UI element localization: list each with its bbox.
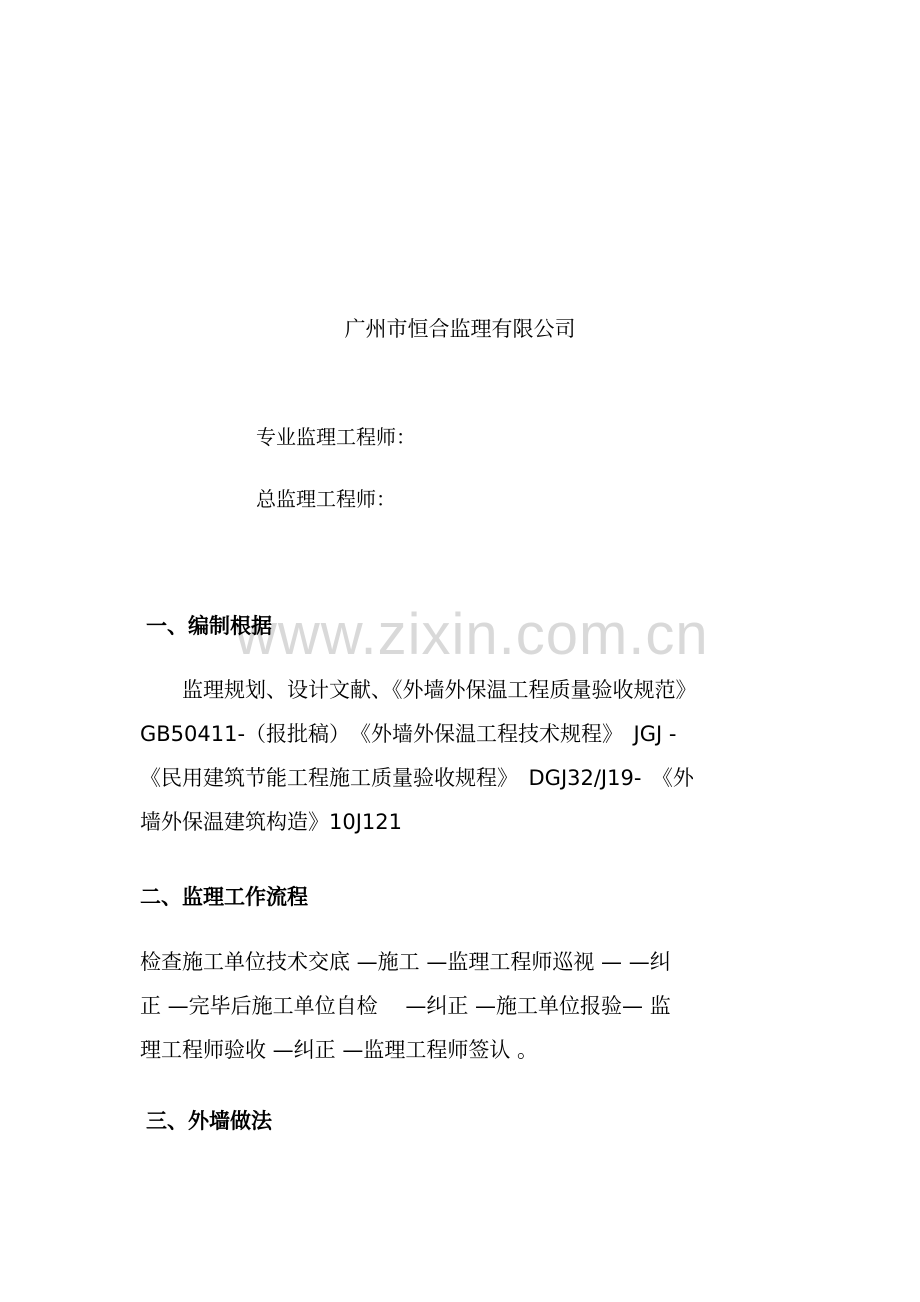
body-line: 《民用建筑节能工程施工质量验收规程》 DGJ32/J19- 《外 [140,766,694,790]
chief-engineer-signature-label: 总监理工程师： [256,487,396,511]
body-line: 检查施工单位技术交底 —施工 —监理工程师巡视 — —纠 [140,950,671,974]
section-heading-basis: 一、编制根据 [146,614,272,638]
section-body-workflow [140,940,790,1072]
section-heading-workflow: 二、监理工作流程 [140,885,308,909]
body-line: 正 —完毕后施工单位自检 —纠正 —施工单位报验— 监 [140,994,671,1018]
watermark: www.zixin.com.cn [235,602,709,667]
body-line: 监理规划、设计文献、《外墙外保温工程质量验收规范》 [140,678,697,702]
body-line: 墙外保温建筑构造》10J121 [140,810,402,834]
section-body-basis [140,668,790,844]
body-line: 理工程师验收 —纠正 —监理工程师签认 。 [140,1038,539,1062]
body-line: GB50411-（报批稿） 《外墙外保温工程技术规程》 JGJ - [140,722,677,746]
specialist-engineer-signature-label: 专业监理工程师： [256,425,416,449]
section-heading-exterior-wall: 三、外墙做法 [146,1109,272,1133]
company-name: 广州市恒合监理有限公司 [344,317,576,341]
